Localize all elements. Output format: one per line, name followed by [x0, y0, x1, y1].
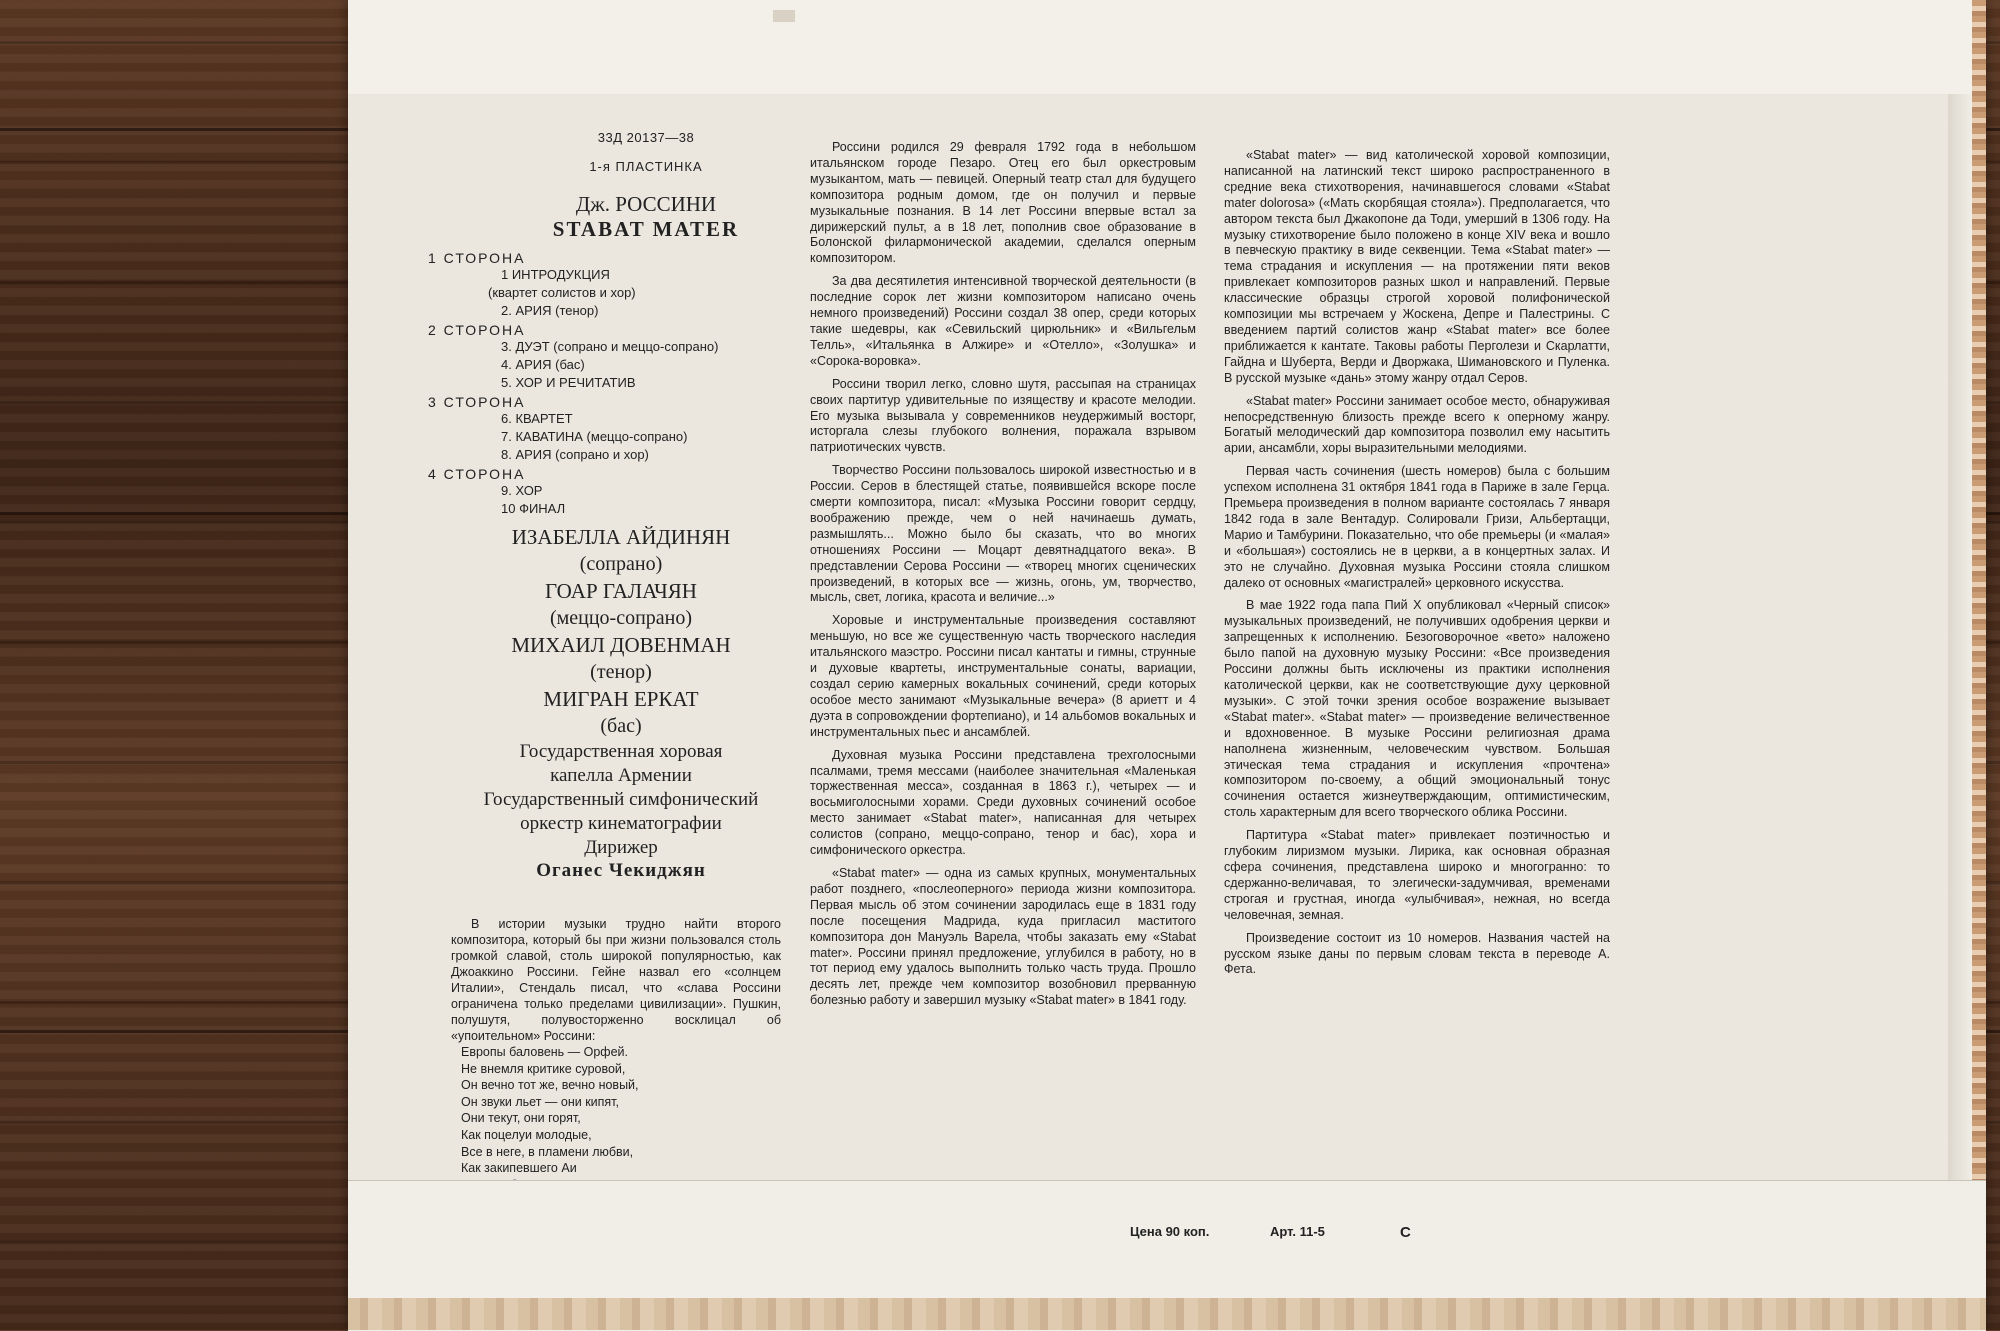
performer-name: ГОАР ГАЛАЧЯН — [545, 579, 697, 603]
composer: Дж. РОССИНИ — [575, 192, 717, 216]
sleeve-right-fold — [1948, 94, 1972, 1180]
tape-mark — [773, 10, 795, 22]
work-title: STABAT MATER — [552, 217, 740, 241]
text-column-3 — [1224, 148, 1610, 985]
performer-name: МИХАИЛ ДОВЕНМАН — [511, 633, 731, 657]
ensemble-line: Государственная хоровая — [519, 741, 723, 762]
paragraph: Творчество Россини пользовалось широкой известностью и в России. Серов в блестящей статье, появившейся вскоре после смерти композитора, писал: «Музыка Россини говорит сердцу, воображению прежде, чем о ней начинаешь думать, размышлять... Можно было бы сказать, что во многих отношениях Россини — Моцарт девятнадцатого века». В представлении Серова Россини — «творец многих сценических произведений, в которых все — жизнь, огонь, ум, творчество, мысль, свет, логика, красота и величие...» — [810, 463, 1196, 605]
article-number: Арт. 11-5 — [1270, 1224, 1325, 1239]
poem-line: Как закипевшего Аи — [461, 1161, 577, 1176]
performer-name: МИГРАН ЕРКАТ — [543, 687, 699, 711]
conductor-name: Оганес Чекиджян — [536, 860, 706, 881]
track-note: (квартет солистов и хор) — [488, 285, 636, 300]
grade-mark: С — [1400, 1224, 1411, 1241]
poem-line: Как поцелуи молодые, — [461, 1127, 592, 1142]
side-label: 1 СТОРОНА — [428, 250, 526, 266]
performer-name: ИЗАБЕЛЛА АЙДИНЯН — [511, 525, 731, 549]
paragraph: Россини родился 29 февраля 1792 года в небольшом итальянском городе Пезаро. Отец его был оркестровым музыкантом, мать — певицей. Оперный театр стал для будущего композитора родным домом, где он получил и первые музыкальные познания. В 14 лет Россини впервые встал за дирижерский пульт, а в 18 лет, пополнив свое образование в Болонской филармонической академии, сделался оперным композитором. — [810, 140, 1196, 266]
poem-line: Все в неге, в пламени любви, — [461, 1144, 634, 1159]
conductor-label: Дирижер — [584, 837, 658, 858]
ensemble-line: Государственный симфонический — [483, 789, 759, 810]
intro-paragraph: В истории музыки трудно найти второго композитора, который бы при жизни пользовался столь громкой славой, столь широкой популярностью, как Джоаккино Россини. Гейне назвал его «солнцем Италии», Стендаль писал, что «слава Россини ограничена только пределами цивилизации». Пушкин, полушутя, полувосторженно восклицал об «упоительном» Россини: — [451, 917, 781, 1043]
tracklist — [426, 250, 786, 518]
track: 7. КАВАТИНА (меццо-сопрано) — [501, 429, 688, 444]
poem-line: Они текут, они горят, — [461, 1111, 581, 1126]
paragraph: «Stabat mater» — одна из самых крупных, монументальных работ позднего, «послеоперного» периода жизни композитора. Первая мысль об этом сочинении зародилась еще в 1831 году после посещения Мадрида, куда пригласил маститого композитора дон Мануэль Варела, чтобы заказать ему «Stabat mater». Россини принял предложение, углубился в работу, но в тот период ему удалось выполнить только часть труда. Прошло десять лет, прежде чем композитор возобновил прерванную болезнью работу и завершил музыку «Stabat mater» в 1841 году. — [810, 865, 1196, 1008]
paragraph: Партитура «Stabat mater» привлекает поэтичностью и глубоким лиризмом музыки. Лирика, как основная образная сфера сочинения, представлена широко и многогранно: то сдержанно-величавая, то элегически-задумчивая, временами строгая и грустная, иногда «улыбчивая», нежная, но всегда человечная, земная. — [1224, 828, 1610, 922]
performer-role: (сопрано) — [579, 553, 663, 575]
paragraph: Первая часть сочинения (шесть номеров) была с большим успехом исполнена 31 октября 1841 года в Париже в зале Герца. Премьера произведения в полном варианте состоялась 7 января 1842 года в зале Вентадур. Солировали Гризи, Альбертацци, Марио и Тамбурини. Показательно, что обе премьеры (и «малая» и «большая») состоялись не в церкви, а в концертных залах. И это не случайно. Духовная музыка Россини стояла слишком далеко от основных «магистралей» церковного искусства. — [1224, 464, 1610, 590]
side-label: 4 СТОРОНА — [428, 466, 526, 482]
text-column-2 — [810, 140, 1196, 1016]
catalog-number: 33Д 20137—38 — [597, 130, 695, 145]
track: 2. АРИЯ (тенор) — [501, 303, 599, 318]
track: 5. ХОР И РЕЧИТАТИВ — [501, 375, 636, 390]
poem — [451, 1044, 786, 1193]
ensemble-line: капелла Армении — [550, 765, 692, 786]
performer-role: (тенор) — [590, 661, 652, 683]
paragraph: За два десятилетия интенсивной творческой деятельности (в последние сорок лет жизни композитором написано очень немного произведений) Россини создал 38 опер, среди которых такие шедевры, как «Севильский цирюльник» и «Вильгельм Телль», «Итальянка в Алжире» и «Отелло», «Золушка» и «Сорока-воровка». — [810, 274, 1196, 368]
paragraph: Произведение состоит из 10 номеров. Названия частей на русском языке даны по первым словам текста в переводе А. Фета. — [1224, 930, 1610, 977]
paragraph: «Stabat mater» — вид католической хоровой композиции, написанной на латинский текст широко распространенного в средние века стихотворения, начинавшегося словами «Stabat mater dolorosa» («Мать скорбящая стояла»). Предполагается, что автором текста был Джакопоне да Тоди, умерший в 1306 году. На музыку стихотворение было положено в конце XIV века и вошло в певческую практику в виде секвенции. Тема «Stabat mater» — тема страдания и искупления — на протяжении пяти веков привлекает композиторов разных школ и направлений. Первые классические образцы строгой хоровой полифонической композиции мы встречаем у Жоскена, Депре и Палестрины. С введением партий солистов жанр «Stabat mater» все более приближается к кантате. Таковы работы Перголези и Скарлатти, Гайдна и Шуберта, Верди и Дворжака, Шимановского и Пуленка. В русской музыке «дань» этому жанру отдал Серов. — [1224, 148, 1610, 385]
sleeve-bottom-edge — [348, 1298, 1986, 1330]
sleeve-top-flap — [348, 0, 1986, 95]
track: 9. ХОР — [501, 483, 543, 498]
title-column — [426, 130, 786, 1193]
track: 8. АРИЯ (сопрано и хор) — [501, 447, 649, 462]
disc-label: 1-я ПЛАСТИНКА — [589, 159, 703, 174]
paragraph: Духовная музыка Россини представлена трехголосными псалмами, тремя мессами (наиболее значительная «Маленькая торжественная месса», созданная в 1863 г.), четырех — и восьмиголосными хорами. Среди духовных сочинений особое место занимает «Stabat mater», написанная для четырех солистов (сопрано, меццо-сопрано, тенор и бас), хора и симфонического оркестра. — [810, 747, 1196, 858]
track: 3. ДУЭТ (сопрано и меццо-сопрано) — [501, 339, 719, 354]
sleeve-edge — [1972, 0, 1986, 1330]
poem-line: Европы баловень — Орфей. — [461, 1045, 628, 1059]
side-label: 2 СТОРОНА — [428, 322, 526, 338]
poem-line: Он звуки льет — они кипят, — [461, 1094, 619, 1109]
paragraph: Хоровые и инструментальные произведения составляют меньшую, но все же существенную часть творческого наследия итальянского маэстро. Россини писал кантаты и гимны, струнные и духовые квартеты, инструментальные сонаты, вариации, создал серию камерных вокальных сочинений, среди которых особое место занимают «Музыкальные вечера» (8 ариетт и 4 дуэта в сопровождении фортепиано), и 14 альбомов вокальных и инструментальных пьес и ансамблей. — [810, 613, 1196, 739]
track: 6. КВАРТЕТ — [501, 411, 573, 426]
track: 1 ИНТРОДУКЦИЯ — [501, 267, 610, 282]
performer-role: (меццо-сопрано) — [549, 607, 693, 629]
record-sleeve-back — [348, 0, 1986, 1330]
side-label: 3 СТОРОНА — [428, 394, 526, 410]
performer-role: (бас) — [600, 715, 642, 737]
track: 10 ФИНАЛ — [501, 501, 566, 516]
paragraph: В мае 1922 года папа Пий X опубликовал «Черный список» музыкальных произведений, не получивших одобрения церкви и запрещенных к исполнению. Безоговорочное «вето» наложено было папой на духовную музыку Россини: «Все произведения Россини должны быть исключены из практики исполнения католической церкви, как не соответствующие духу церковной музыки». С этой точки зрения особое возражение вызывает «Stabat mater». «Stabat mater» — произведение величественное и вдохновенное. В музыке Россини религиозная драма наполнена жизненным, человеческим чувством. Большая этическая тема страдания и искупления «прочтена» композитором по-своему, а общий эмоциональный тонус сочинения остается жизнеутверждающим, оптимистическим, столь характерным для всего творческого облика Россини. — [1224, 598, 1610, 820]
paragraph: «Stabat mater» Россини занимает особое место, обнаруживая непосредственную близость прежде всего к оперному жанру. Богатый мелодический дар композитора позволил ему насытить арии, ансамбли, хоры выразительными мелодиями. — [1224, 393, 1610, 456]
poem-line: Не внемля критике суровой, — [461, 1061, 626, 1076]
text-panel — [348, 94, 1948, 1180]
poem-line: Он вечно тот же, вечно новый, — [461, 1078, 639, 1093]
price: Цена 90 коп. — [1130, 1224, 1210, 1239]
paragraph: Россини творил легко, словно шутя, рассыпая на страницах своих партитур удивительные по изяществу и красоте мелодии. Его музыка вызывала у современников неудержимый восторг, исторгала слезы глубокого волнения, поражала взрывом патриотических чувств. — [810, 376, 1196, 455]
ensemble-line: оркестр кинематографии — [520, 813, 722, 834]
track: 4. АРИЯ (бас) — [501, 357, 585, 372]
